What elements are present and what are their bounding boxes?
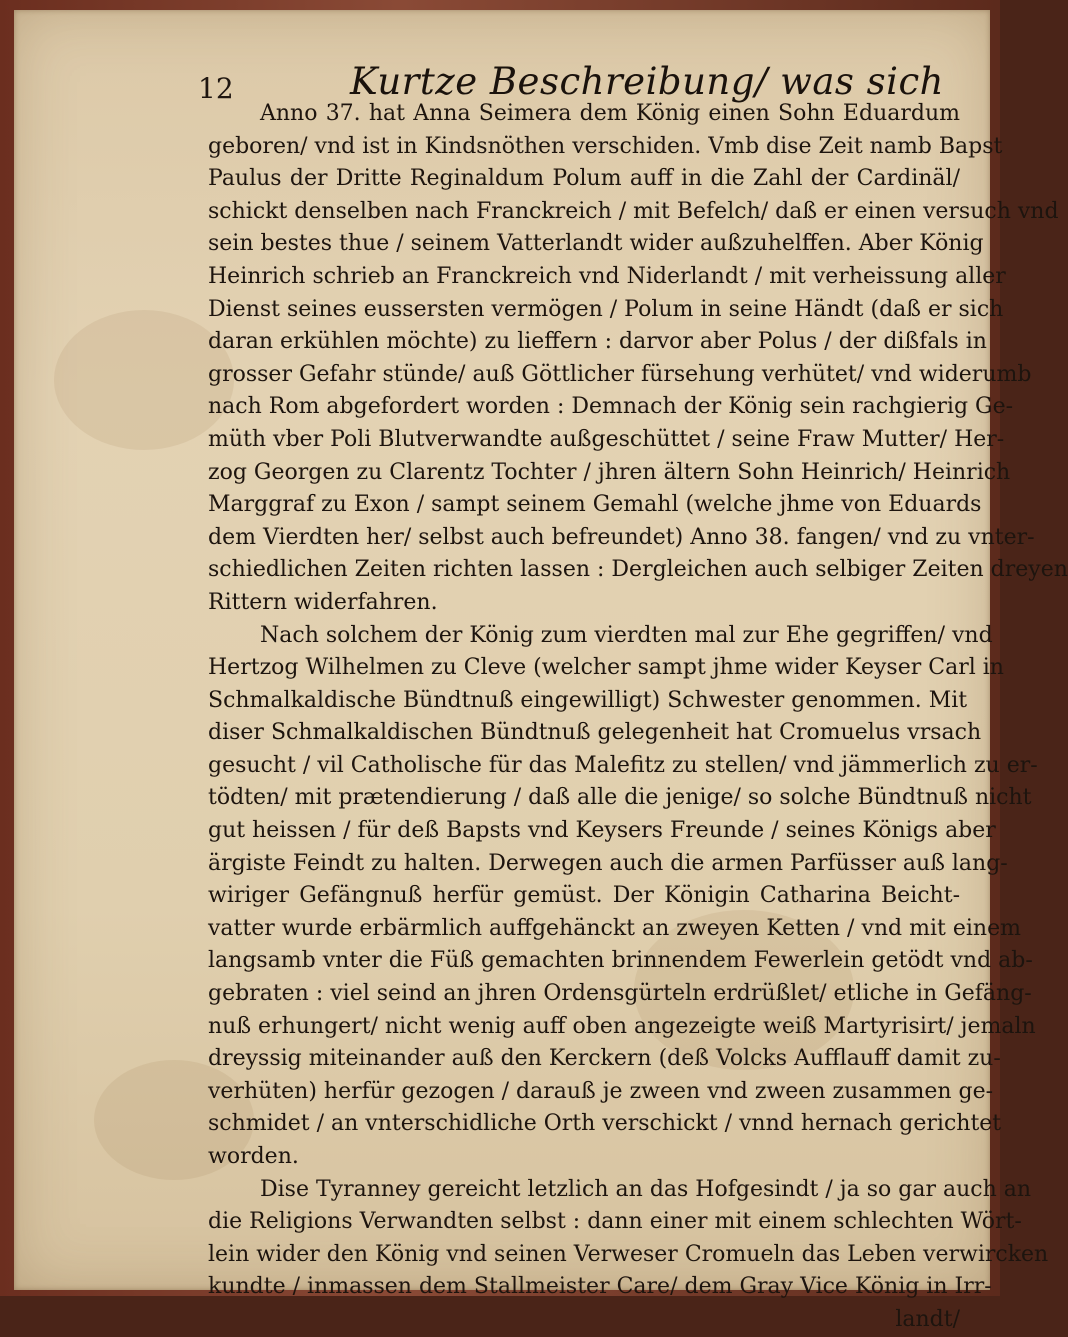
text-line: Anno 37. hat Anna Seimera dem König einen Sohn Eduardum: [260, 101, 960, 126]
text-line: diser Schmalkaldischen Bündtnuß gelegenheit hat Cromuelus vrsach: [208, 720, 982, 746]
text-line: müth vber Poli Blutverwandte außgeschüttet / seine Fraw Mutter/ Her-: [208, 426, 1005, 452]
text-line: gebraten : viel seind an jhren Ordensgürteln erdrüßlet/ etliche in Gefäng-: [208, 981, 1032, 1007]
text-line: Heinrich schrieb an Franckreich vnd Niderlandt / mit verheissung aller: [208, 263, 1006, 289]
text-line: Rittern widerfahren.: [208, 589, 438, 615]
text-line: Nach solchem der König zum vierdten mal zur Ehe gegriffen/ vnd: [260, 622, 993, 648]
text-line: Dienst seines eussersten vermögen / Polum in seine Händt (daß er sich: [208, 296, 1004, 322]
text-line: schickt denselben nach Franckreich / mit Befelch/ daß er einen versuch vnd: [208, 198, 1059, 224]
text-line: verhüten) herfür gezogen / darauß je zween vnd zween zusammen ge-: [208, 1078, 994, 1104]
text-line: gut heissen / für deß Bapsts vnd Keysers Freunde / seines Königs aber: [208, 818, 996, 844]
text-line: gesucht / vil Catholische für das Malefitz zu stellen/ vnd jämmerlich zu er-: [208, 752, 1038, 778]
text-line: wiriger Gefängnuß herfür gemüst. Der Königin Catharina Beicht-: [208, 883, 960, 909]
text-line: schmidet / an vnterschidliche Orth verschickt / vnnd hernach gerichtet: [208, 1111, 1002, 1137]
text-line: tödten/ mit prætendierung / daß alle die jenige/ so solche Bündtnuß nicht: [208, 785, 1032, 811]
text-line: dreyssig miteinander auß den Kerckern (deß Volcks Aufflauff damit zu-: [208, 1046, 1001, 1072]
text-line: lein wider den König vnd seinen Verweser Cromueln das Leben verwircken: [208, 1241, 1049, 1267]
text-line: daran erkühlen möchte) zu lieffern : darvor aber Polus / der dißfals in: [208, 329, 987, 355]
paper-stain: [54, 310, 234, 450]
page-number: 12: [198, 72, 234, 105]
text-line: Hertzog Wilhelmen zu Cleve (welcher sampt jhme wider Keyser Carl in: [208, 655, 1004, 681]
body-text: [208, 98, 1068, 1337]
text-line: sein bestes thue / seinem Vatterlandt wider außzuhelffen. Aber König: [208, 231, 984, 257]
text-line: schiedlichen Zeiten richten lassen : Dergleichen auch selbiger Zeiten dreyen: [208, 557, 1068, 583]
running-head: Kurtze Beschreibung/ was sich: [350, 60, 945, 103]
text-line: nuß erhungert/ nicht wenig auff oben angezeigte weiß Martyrisirt/ jemaln: [208, 1013, 1036, 1039]
text-line: die Religions Verwandten selbst : dann einer mit einem schlechten Wört-: [208, 1209, 1022, 1235]
text-line: nach Rom abgefordert worden : Demnach der König sein rachgierig Ge-: [208, 394, 1014, 420]
text-line: kundte / inmassen dem Stallmeister Care/ dem Gray Vice König in Irr-: [208, 1274, 992, 1300]
text-line: grosser Gefahr stünde/ auß Göttlicher fürsehung verhütet/ vnd widerumb: [208, 361, 1032, 387]
text-line: vatter wurde erbärmlich auffgehänckt an zweyen Ketten / vnd mit einem: [208, 915, 1021, 941]
catchword: landt/: [895, 1306, 960, 1332]
text-line: Schmalkaldische Bündtnuß eingewilligt) Schwester genommen. Mit: [208, 687, 968, 713]
text-line: zog Georgen zu Clarentz Tochter / jhren ältern Sohn Heinrich/ Heinrich: [208, 459, 1011, 485]
text-line: ärgiste Feindt zu halten. Derwegen auch die armen Parfüsser auß lang-: [208, 850, 1008, 876]
text-line: geboren/ vnd ist in Kindsnöthen verschiden. Vmb dise Zeit namb Bapst: [208, 133, 1003, 159]
text-line: Marggraf zu Exon / sampt seinem Gemahl (welche jhme von Eduards: [208, 492, 982, 518]
text-line: dem Vierdten her/ selbst auch befreundet) Anno 38. fangen/ vnd zu vnter-: [208, 524, 1035, 550]
text-line: worden.: [208, 1144, 299, 1169]
text-line: Paulus der Dritte Reginaldum Polum auff in die Zahl der Cardinäl/: [208, 166, 960, 192]
text-line: Dise Tyranney gereicht letzlich an das Hofgesindt / ja so gar auch an: [260, 1176, 1032, 1202]
text-line: langsamb vnter die Füß gemachten brinnendem Fewerlein getödt vnd ab-: [208, 948, 1033, 974]
